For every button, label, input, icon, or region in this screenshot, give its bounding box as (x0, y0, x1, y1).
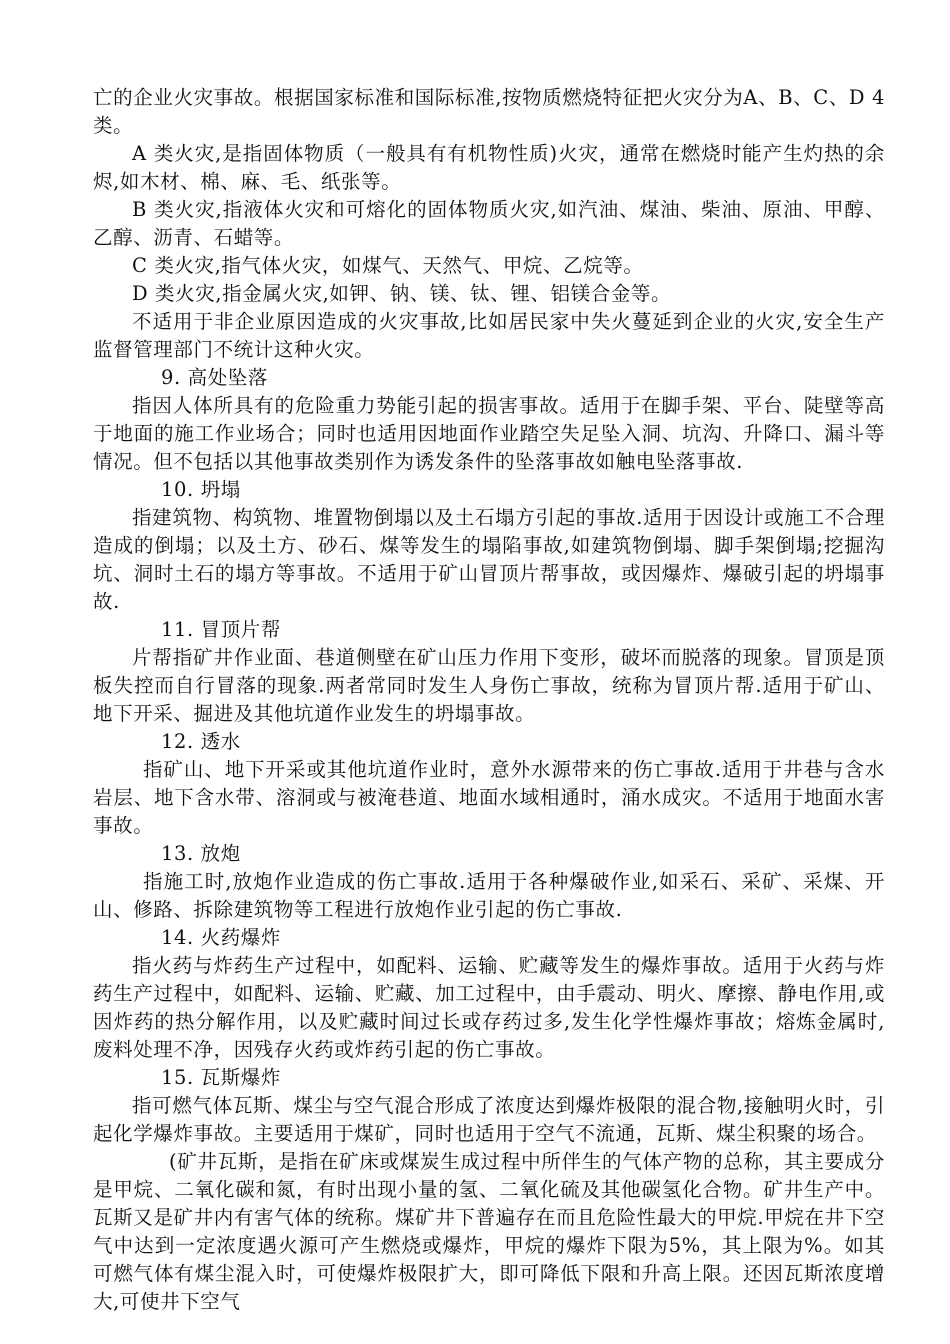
paragraph-mine-gas-note: (矿井瓦斯，是指在矿床或煤炭生成过程中所伴生的气体产物的总称，其主要成分是甲烷、二氧化碳和氮，有时出现小量的氢、二氧化硫及其他碳氢化合物。矿井生产中。瓦斯又是矿井内有害气体的统称。煤矿井下普遍存在而且危险性最大的甲烷.甲烷在井下空气中达到一定浓度遇火源可产生燃烧或爆炸，甲烷的爆炸下限为5%，其上限为%。如其可燃气体有煤尘混入时，可使爆炸极限扩大，即可降低下限和升高上限。还因瓦斯浓度增大,可使井下空气 (93, 1150, 885, 1313)
paragraph-class-b-fire: B 类火灾,指液体火灾和可熔化的固体物质火灾,如汽油、煤油、柴油、原油、甲醇、乙醇、沥青、石蜡等。 (93, 198, 885, 249)
paragraph-fall-from-height: 指因人体所具有的危险重力势能引起的损害事故。适用于在脚手架、平台、陡壁等高于地面的施工作业场合；同时也适用因地面作业踏空失足坠入洞、坑沟、升降口、漏斗等情况。但不包括以其他事故类别作为诱发条件的坠落事故如触电坠落事故. (93, 394, 885, 473)
section-heading-fall-from-height: 9. 高处坠落 (161, 366, 269, 389)
section-heading-blasting: 13. 放炮 (161, 842, 241, 865)
section-heading-roof-fall: 11. 冒顶片帮 (161, 618, 282, 641)
paragraph-fire-exclusion: 不适用于非企业原因造成的火灾事故,比如居民家中失火蔓延到企业的火灾,安全生产监督管理部门不统计这种火灾。 (93, 310, 885, 361)
paragraph-explosives: 指火药与炸药生产过程中，如配料、运输、贮藏等发生的爆炸事故。适用于火药与炸药生产过程中，如配料、运输、贮藏、加工过程中，由手震动、明火、摩擦、静电作用,或因炸药的热分解作用，以及贮藏时间过长或存药过多,发生化学性爆炸事故；熔炼金属时,废料处理不净，因残存火药或炸药引起的伤亡事故。 (93, 954, 885, 1061)
section-heading-gas-explosion: 15. 瓦斯爆炸 (161, 1066, 282, 1089)
paragraph-blasting: 指施工时,放炮作业造成的伤亡事故.适用于各种爆破作业,如采石、采矿、采煤、开山、修路、拆除建筑物等工程进行放炮作业引起的伤亡事故. (93, 870, 885, 921)
paragraph-class-d-fire: D 类火灾,指金属火灾,如钾、钠、镁、钛、锂、铝镁合金等。 (132, 282, 672, 305)
paragraph-fire-classes-intro: 亡的企业火灾事故。根据国家标准和国际标准,按物质燃烧特征把火灾分为A、B、C、D 4类。 (93, 86, 885, 137)
section-heading-water-inrush: 12. 透水 (161, 730, 241, 753)
section-heading-collapse: 10. 坍塌 (161, 478, 241, 501)
paragraph-collapse: 指建筑物、构筑物、堆置物倒塌以及土石塌方引起的事故.适用于因设计或施工不合理造成的倒塌；以及土方、砂石、煤等发生的塌陷事故,如建筑物倒塌、脚手架倒塌;挖掘沟坑、洞时土石的塌方等事故。不适用于矿山冒顶片帮事故，或因爆炸、爆破引起的坍塌事故. (93, 506, 885, 613)
paragraph-water-inrush: 指矿山、地下开采或其他坑道作业时，意外水源带来的伤亡事故.适用于井巷与含水岩层、地下含水带、溶洞或与被淹巷道、地面水域相通时，涌水成灾。不适用于地面水害事故。 (93, 758, 885, 837)
paragraph-class-a-fire: A 类火灾,是指固体物质（一般具有有机物性质)火灾，通常在燃烧时能产生灼热的余烬,如木材、棉、麻、毛、纸张等。 (93, 142, 885, 193)
paragraph-gas-explosion: 指可燃气体瓦斯、煤尘与空气混合形成了浓度达到爆炸极限的混合物,接触明火时，引起化学爆炸事故。主要适用于煤矿，同时也适用于空气不流通，瓦斯、煤尘积聚的场合。 (93, 1094, 885, 1145)
section-heading-explosives: 14. 火药爆炸 (161, 926, 282, 949)
paragraph-class-c-fire: C 类火灾,指气体火灾，如煤气、天然气、甲烷、乙烷等。 (132, 254, 644, 277)
paragraph-roof-fall: 片帮指矿井作业面、巷道侧壁在矿山压力作用下变形，破坏而脱落的现象。冒顶是顶板失控而自行冒落的现象.两者常同时发生人身伤亡事故，统称为冒顶片帮.适用于矿山、地下开采、掘进及其他坑道作业发生的坍塌事故。 (93, 646, 885, 725)
document-page (93, 84, 885, 1316)
